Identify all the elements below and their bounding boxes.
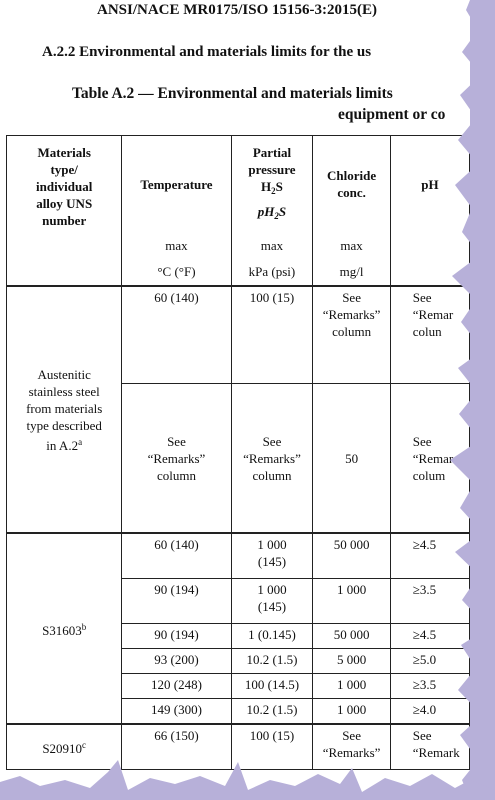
cell-pressure: 100 (15) [231,724,313,770]
header-pressure-symbol: $pH_2S$ [257,203,287,221]
cell-pressure: 10.2 (1.5) [231,649,313,674]
torn-bottom-edge [0,760,495,800]
cell-ph: ≥3.5 [390,579,469,624]
cell-pressure: 10.2 (1.5) [231,699,313,725]
cell-line: 1 000 [257,582,287,597]
cell-chloride: 50 000 [313,533,390,579]
section-heading: A.2.2 Environmental and materials limits for the us [42,44,372,60]
footnote-marker: b [81,621,87,632]
header-ph: pH [390,136,469,233]
material-line: from materials [26,400,103,416]
header-materials-l4: alloy UNS [36,196,93,211]
cell-chloride: 5 000 [313,649,390,674]
cell-temp: 60 (140) [122,533,231,579]
cell-line: 1 000 [257,537,287,552]
cell-temp: 90 (194) [122,624,231,649]
cell-chloride: 50 000 [313,624,390,649]
header-chloride-l1: Chloride [327,168,377,183]
material-line: type described [26,417,102,433]
temp-limit-label: max [165,238,188,253]
cell-line: column [332,324,372,339]
cell-ph: ≥3.5 [390,674,469,699]
cell-temp: 66 (150) [122,724,231,770]
cell-line: See [342,290,361,305]
header-chloride-l2: conc. [337,185,366,200]
cell-line: See [262,433,282,449]
cell-pressure: 100 (15) [231,286,313,384]
table-title: Table A.2 — Environmental and materials limits [72,85,393,102]
cell-ph: ≥4.5 [390,533,469,579]
cell-ph: ≥4.0 [390,699,469,725]
header-materials-l1: Materials [37,145,91,160]
footnote-marker: c [82,740,87,750]
cell-line: colum [412,467,446,483]
cell-chloride: 1 000 [313,579,390,624]
cell-ph: ≥5.0 [390,649,469,674]
pressure-limit-label: max [260,238,284,253]
cell-temp: 149 (300) [122,699,231,725]
material-line: Austenitic [37,366,91,382]
cell-temp: 120 (248) [122,674,231,699]
cell-line: See [412,290,432,305]
chloride-limit-label: max [340,238,363,253]
material-line: S31603 [42,622,82,638]
chloride-unit: mg/l [339,264,364,279]
cell-line: See [167,433,186,449]
pressure-unit: kPa (psi) [248,264,296,279]
torn-right-edge [450,0,495,800]
material-line: in A.2 [46,437,79,453]
cell-ph: ≥4.5 [390,624,469,649]
header-pressure-l3: $H_2S$ [261,178,283,196]
cell-line: “Remarks” [147,450,206,466]
footnote-marker: a [78,436,83,447]
header-materials-l3: individual [36,179,93,194]
cell-line: See [342,728,361,743]
cell-temp: 60 (140) [122,286,231,384]
cell-line: column [156,467,196,483]
cell-line: column [252,467,292,483]
temp-unit: °C (°F) [157,264,196,279]
table-title-line-2: equipment or co [338,106,446,123]
cell-temp: 90 (194) [122,579,231,624]
header-pressure-l1: Partial [252,144,292,160]
header-temperature: Temperature [122,136,231,233]
cell-line: “Remarks” [322,745,381,760]
standard-id: ANSI/NACE MR0175/ISO 15156-3:2015(E) [97,2,378,18]
cell-line: (145) [257,599,287,614]
material-line: S20910 [42,741,83,756]
cell-line: (145) [257,554,287,569]
header-materials-l5: number [42,213,87,228]
cell-line: “Remar [412,450,454,466]
cell-line: colun [412,324,442,339]
cell-line: See [412,433,432,449]
cell-line: “Remarks” [322,307,381,322]
header-pressure-l2: pressure [248,161,296,177]
cell-temp: 93 (200) [122,649,231,674]
cell-chloride: 1 000 [313,699,390,725]
cell-chloride: 1 000 [313,674,390,699]
cell-line: “Remarks” [243,450,301,466]
header-materials-l2: type/ [50,162,78,177]
material-line: stainless steel [28,383,100,399]
cell-line: See [412,728,432,743]
cell-pressure: 1 (0.145) [231,624,313,649]
cell-chloride: 50 [313,384,390,534]
cell-line: “Remar [412,307,454,322]
cell-pressure: 100 (14.5) [231,674,313,699]
cell-line: “Remark [412,745,460,760]
